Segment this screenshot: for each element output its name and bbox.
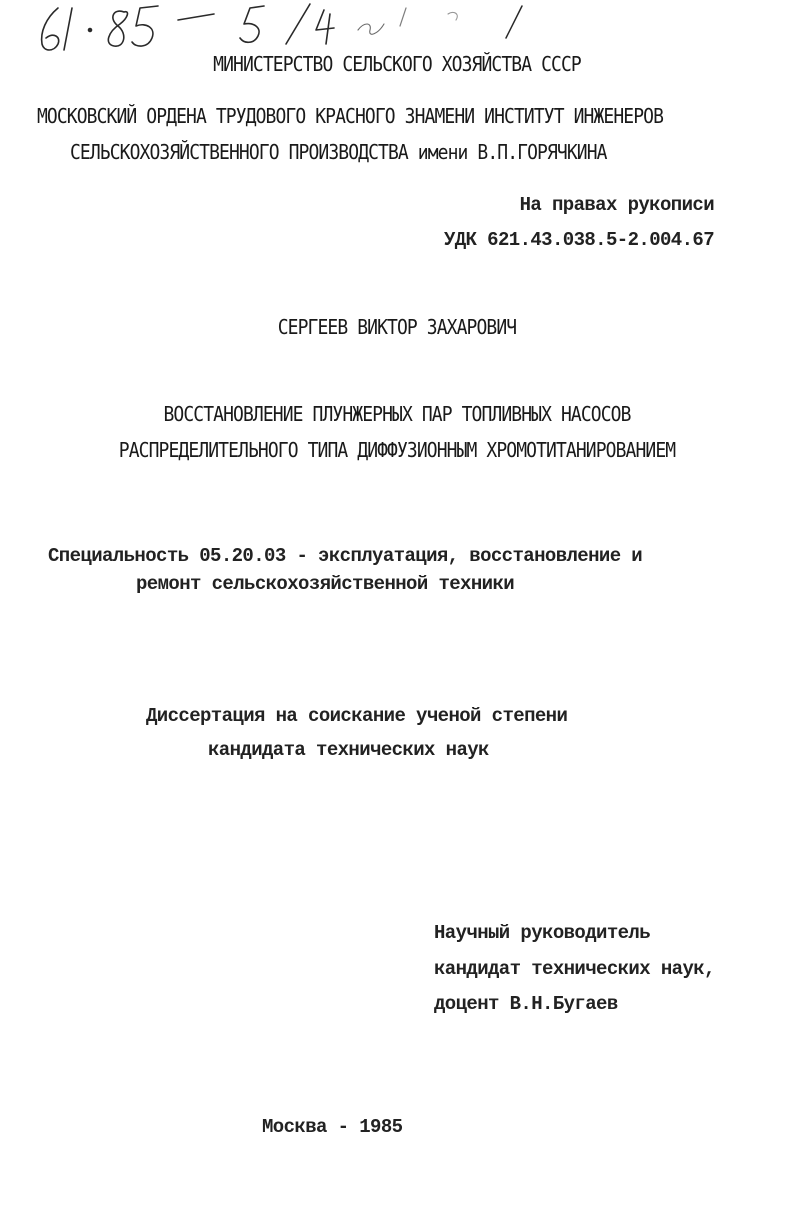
supervisor-degree: кандидат технических наук,	[434, 958, 715, 980]
degree-line2: кандидата технических наук	[208, 739, 489, 761]
institute-name-line2: СЕЛЬСКОХОЗЯЙСТВЕННОГО ПРОИЗВОДСТВА имени В.П.ГОРЯЧКИНА	[70, 141, 607, 165]
udc-code: УДК 621.43.038.5-2.004.67	[443, 229, 714, 251]
institute-name-line1: МОСКОВСКИЙ ОРДЕНА ТРУДОВОГО КРАСНОГО ЗНАМЕНИ ИНСТИТУТ ИНЖЕНЕРОВ	[37, 105, 664, 129]
supervisor-label: Научный руководитель	[434, 922, 651, 944]
dissertation-title-line1: ВОССТАНОВЛЕНИЕ ПЛУНЖЕРНЫХ ПАР ТОПЛИВНЫХ НАСОСОВ	[163, 403, 631, 427]
degree-line1: Диссертация на соискание ученой степени	[146, 705, 568, 727]
author-name: СЕРГЕЕВ ВИКТОР ЗАХАРОВИЧ	[277, 316, 517, 340]
ministry-name: МИНИСТЕРСТВО СЕЛЬСКОГО ХОЗЯЙСТВА СССР	[213, 53, 581, 77]
supervisor-name: доцент В.Н.Бугаев	[434, 993, 618, 1015]
specialty-line2: ремонт сельскохозяйственной техники	[136, 573, 515, 595]
manuscript-rights: На правах рукописи	[519, 194, 714, 216]
specialty-line1: Специальность 05.20.03 - эксплуатация, восстановление и	[48, 545, 643, 567]
dissertation-title-line2: РАСПРЕДЕЛИТЕЛЬНОГО ТИПА ДИФФУЗИОННЫМ ХРОМОТИТАНИРОВАНИЕМ	[118, 439, 676, 463]
city-year: Москва - 1985	[262, 1116, 403, 1138]
